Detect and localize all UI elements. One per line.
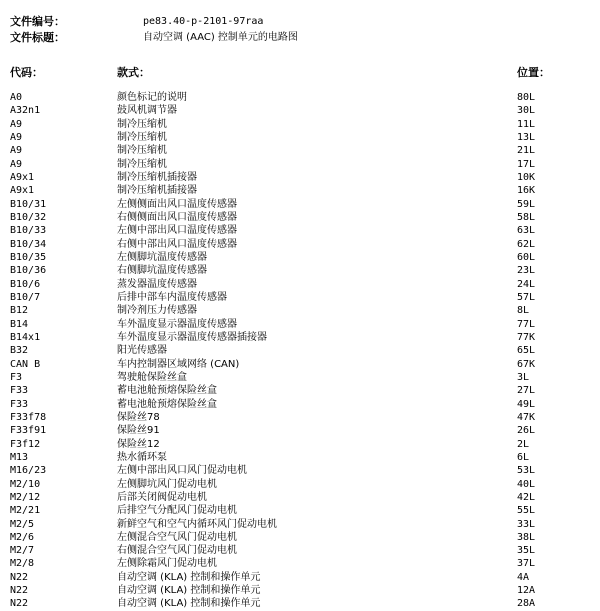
list-item [0,184,600,197]
component-description: 驾驶舱保险丝盒 [117,371,187,383]
list-item [0,571,600,584]
list-item [0,504,600,517]
component-location: 11L [517,118,536,130]
component-description: 后排中部车内温度传感器 [117,291,227,303]
component-description: 制冷压缩机 [117,118,167,130]
component-location: 10K [517,171,536,183]
component-code: M2/6 [10,531,35,543]
component-location: 3L [517,371,530,383]
component-description: 左侧混合空气风门促动电机 [117,531,237,543]
list-item [0,238,600,251]
list-item [0,358,600,371]
component-location: 2L [517,438,530,450]
component-description: 左侧中部出风口温度传感器 [117,225,237,237]
component-code: B10/36 [10,265,47,277]
list-item [0,291,600,304]
list-item [0,491,600,504]
component-description: 右侧脚坑温度传感器 [117,265,207,277]
component-description: 制冷剂压力传感器 [117,305,197,317]
component-description: 蓄电池舱预熔保险丝盒 [117,398,217,410]
component-code: F33 [10,398,29,410]
component-description: 自动空调 (KLA) 控制和操作单元 [117,585,261,597]
component-code: CAN B [10,358,41,370]
component-code: B14 [10,318,29,330]
component-location: 6L [517,451,530,463]
component-location: 63L [517,225,536,237]
list-item [0,584,600,597]
component-code: B32 [10,345,29,357]
component-description: 颜色标记的说明 [117,92,187,103]
component-location: 4A [517,571,530,583]
component-description: 右侧侧面出风口温度传感器 [117,211,237,223]
component-description: 车外温度显示器温度传感器 [117,318,237,330]
list-item [0,371,600,384]
component-code: M2/10 [10,478,41,490]
column-header-model: 款式： [117,66,150,79]
component-location: 16K [517,185,536,197]
component-description: 右侧中部出风口温度传感器 [117,238,237,250]
component-location: 30L [517,105,536,117]
component-code: A32n1 [10,105,41,117]
component-code: B10/6 [10,278,41,290]
component-code: B10/31 [10,198,47,210]
component-location: 42L [517,491,536,503]
component-description: 阳光传感器 [117,345,167,357]
component-description: 制冷压缩机插接器 [117,185,197,197]
list-item [0,531,600,544]
component-location: 40L [517,478,536,490]
list-item [0,557,600,570]
component-description: 右侧混合空气风门促动电机 [117,545,237,557]
doc-title-value: 自动空调 (AAC) 控制单元的电路图 [143,32,298,43]
list-item [0,171,600,184]
component-code: F3f12 [10,438,41,450]
component-location: 49L [517,398,536,410]
component-location: 77K [517,331,536,343]
component-code: M2/21 [10,505,41,517]
component-location: 8L [517,305,530,317]
component-location: 37L [517,558,536,570]
component-code: N22 [10,598,29,610]
component-code: M2/8 [10,558,35,570]
list-item [0,144,600,157]
component-code: M2/5 [10,518,35,530]
component-location: 24L [517,278,536,290]
component-description: 制冷压缩机 [117,131,167,143]
list-item [0,424,600,437]
component-location: 47K [517,411,536,423]
list-item [0,597,600,610]
component-code: F3 [10,371,23,383]
component-code: B10/35 [10,251,47,263]
component-description: 车外温度显示器温度传感器插接器 [117,331,267,343]
component-location: 65L [517,345,536,357]
component-code: B10/34 [10,238,47,250]
component-description: 后排空气分配风门促动电机 [117,505,237,517]
component-location: 23L [517,265,536,277]
component-code: A9 [10,118,23,130]
list-item [0,344,600,357]
list-item [0,198,600,211]
component-description: 后部关闭阀促动电机 [117,491,207,503]
component-code: M2/12 [10,491,41,503]
component-code: B12 [10,305,29,317]
component-location: 26L [517,425,536,437]
list-item [0,304,600,317]
component-location: 55L [517,505,536,517]
component-location: 60L [517,251,536,263]
list-item [0,224,600,237]
list-item [0,91,600,104]
component-location: 27L [517,385,536,397]
component-code: B10/7 [10,291,41,303]
component-code: B10/32 [10,211,47,223]
list-item [0,131,600,144]
component-code: A9 [10,145,23,157]
component-description: 左侧中部出风口风门促动电机 [117,465,247,477]
component-location: 35L [517,545,536,557]
component-code: A9x1 [10,171,35,183]
component-location: 17L [517,158,536,170]
component-location: 58L [517,211,536,223]
list-item [0,411,600,424]
component-description: 热水循环泵 [117,451,167,463]
component-location: 77L [517,318,536,330]
component-description: 鼓风机调节器 [117,105,177,117]
component-location: 57L [517,291,536,303]
component-location: 12A [517,585,536,597]
list-item [0,118,600,131]
component-description: 左侧侧面出风口温度传感器 [117,198,237,210]
component-location: 67K [517,358,536,370]
list-item [0,264,600,277]
component-description: 保险丝78 [117,411,160,423]
component-description: 制冷压缩机 [117,158,167,170]
component-location: 62L [517,238,536,250]
component-description: 蒸发器温度传感器 [117,278,197,290]
component-description: 新鲜空气和空气内循环风门促动电机 [117,518,277,530]
list-item [0,518,600,531]
component-code: M16/23 [10,465,47,477]
list-item [0,211,600,224]
component-description: 左侧脚坑风门促动电机 [117,478,217,490]
component-description: 自动空调 (KLA) 控制和操作单元 [117,598,261,610]
component-code: A0 [10,92,23,103]
component-description: 蓄电池舱预熔保险丝盒 [117,385,217,397]
doc-number-value: pe83.40-p-2101-97raa [143,16,264,27]
list-item [0,464,600,477]
component-location: 80L [517,92,536,103]
list-item [0,278,600,291]
list-item [0,544,600,557]
list-item [0,318,600,331]
list-item [0,451,600,464]
component-code: B14x1 [10,331,41,343]
component-code: M13 [10,451,29,463]
component-list [0,91,600,611]
component-location: 38L [517,531,536,543]
list-item [0,384,600,397]
component-description: 车内控制器区域网络 (CAN) [117,358,240,370]
list-item [0,398,600,411]
component-code: A9 [10,158,23,170]
component-location: 53L [517,465,536,477]
component-code: N22 [10,585,29,597]
component-description: 左侧除霜风门促动电机 [117,558,217,570]
component-location: 28A [517,598,536,610]
list-item [0,251,600,264]
doc-title-label: 文件标题： [10,31,65,44]
component-description: 保险丝91 [117,425,160,437]
component-location: 59L [517,198,536,210]
doc-number-label: 文件编号： [10,15,65,28]
component-code: F33 [10,385,29,397]
list-item [0,438,600,451]
component-description: 制冷压缩机插接器 [117,171,197,183]
list-item [0,158,600,171]
component-code: F33f91 [10,425,47,437]
component-location: 21L [517,145,536,157]
column-header-location: 位置： [517,66,550,79]
component-code: N22 [10,571,29,583]
component-code: A9x1 [10,185,35,197]
component-code: M2/7 [10,545,35,557]
component-description: 保险丝12 [117,438,160,450]
list-item [0,478,600,491]
component-description: 制冷压缩机 [117,145,167,157]
component-code: B10/33 [10,225,47,237]
component-description: 左侧脚坑温度传感器 [117,251,207,263]
component-description: 自动空调 (KLA) 控制和操作单元 [117,571,261,583]
component-code: F33f78 [10,411,47,423]
list-item [0,331,600,344]
list-item [0,104,600,117]
component-location: 33L [517,518,536,530]
component-location: 13L [517,131,536,143]
column-header-code: 代码： [10,66,43,79]
component-code: A9 [10,131,23,143]
